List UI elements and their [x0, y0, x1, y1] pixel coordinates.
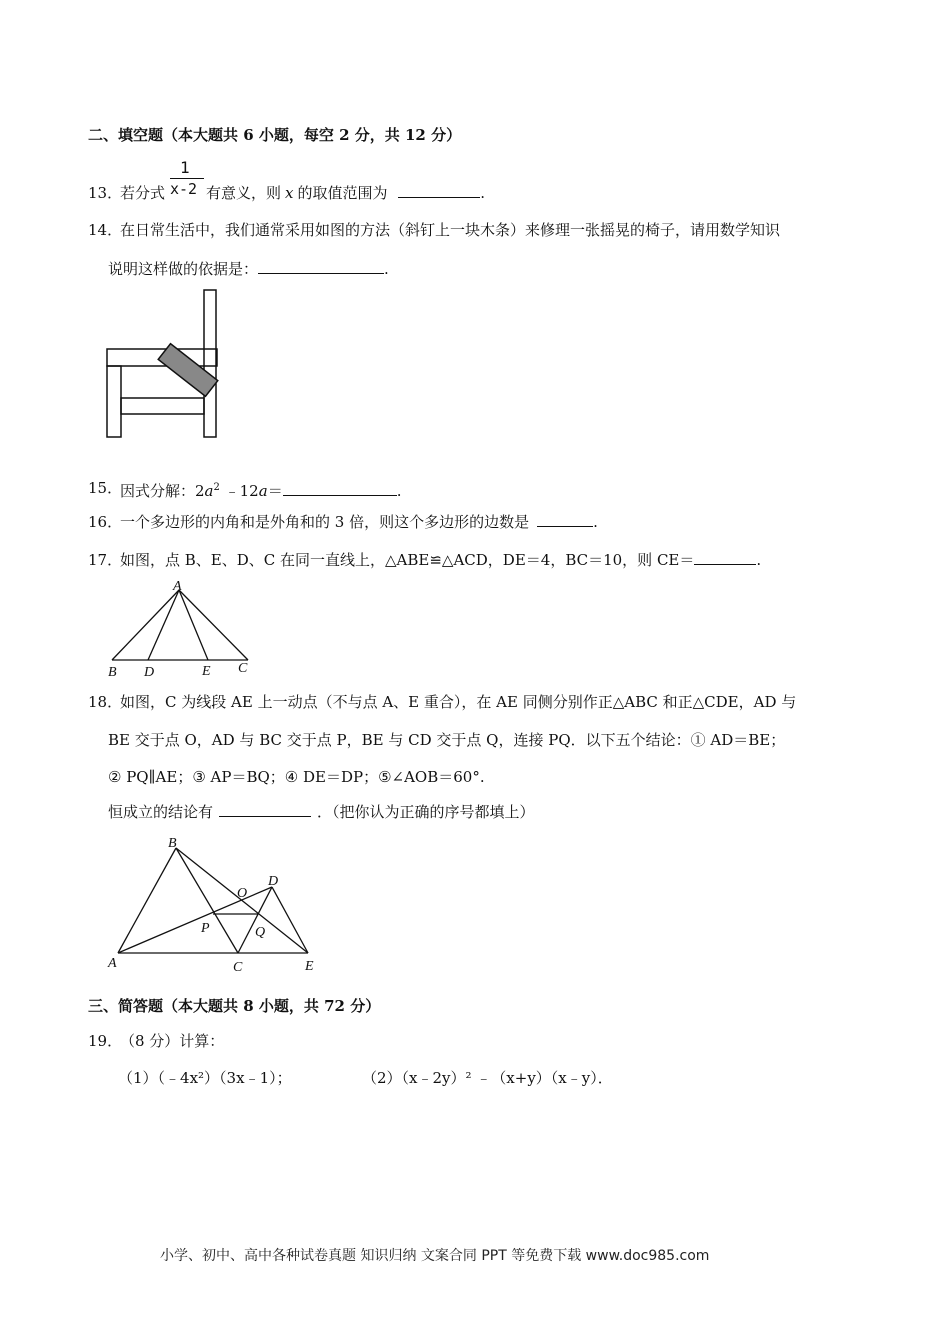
q16-number: 16．	[88, 513, 123, 531]
q16-text: 一个多边形的内角和是外角和的 3 倍，则这个多边形的边数是 .	[120, 513, 598, 531]
page-footer: 小学、初中、高中各种试卷真题 知识归纳 文案合同 PPT 等免费下载 www.doc985.com	[160, 1248, 710, 1264]
q13-pre: 若分式	[120, 184, 166, 202]
label-A: A	[173, 579, 182, 594]
label-D: D	[268, 874, 279, 889]
q13-numerator: 1	[180, 158, 190, 177]
q15-expression: 因式分解：$2a^2$ ﹣12a＝ .	[120, 482, 402, 500]
q18-line3: ② PQ∥AE；③ AP＝BQ；④ DE＝DP；⑤∠AOB＝60°.	[108, 768, 485, 786]
section2-heading: 二、填空题（本大题共 6 小题，每空 2 分，共 12 分）	[88, 126, 462, 144]
q13-text: 有意义，则 x 的取值范围为 .	[206, 184, 486, 202]
q14-line1: 在日常生活中，我们通常采用如图的方法（斜钉上一块木条）来修理一张摇晃的椅子，请用数学知识	[120, 221, 781, 239]
q13-fraction-bar	[170, 178, 204, 179]
q16-answer-blank[interactable]	[537, 512, 593, 527]
q18-line2: BE 交于点 O，AD 与 BC 交于点 P，BE 与 CD 交于点 Q，连接 PQ．以下五个结论：① AD＝BE；	[108, 731, 786, 749]
q13-denominator: x-2	[170, 180, 198, 198]
label-P: P	[201, 921, 210, 936]
q19-part2: （2）（x﹣2y）² ﹣（x+y）（x﹣y）．	[362, 1069, 613, 1087]
label-E: E	[305, 959, 314, 974]
q15-answer-blank[interactable]	[283, 481, 397, 496]
q14-answer-blank[interactable]	[258, 259, 384, 274]
q18-answer-blank[interactable]	[219, 802, 311, 817]
q14-number: 14．	[88, 221, 123, 239]
q13-answer-blank[interactable]	[398, 183, 480, 198]
q19-part1: （1）（﹣4x²）（3x﹣1）；	[118, 1069, 292, 1087]
section3-heading: 三、简答题（本大题共 8 小题，共 72 分）	[88, 997, 381, 1015]
label-C: C	[233, 960, 243, 975]
chair-figure	[100, 286, 230, 441]
label-C: C	[238, 661, 248, 676]
q17-answer-blank[interactable]	[694, 550, 756, 565]
label-Q: Q	[255, 925, 266, 940]
q18-line1: 如图，C 为线段 AE 上一动点（不与点 A、E 重合），在 AE 同侧分别作正△ABC 和正△CDE，AD 与	[120, 693, 797, 711]
q19-text: （8 分）计算：	[120, 1032, 225, 1050]
q15-number: 15．	[88, 479, 123, 497]
q18-number: 18．	[88, 693, 123, 711]
q17-text: 如图，点 B、E、D、C 在同一直线上，△ABE≌△ACD，DE＝4，BC＝10，则 CE＝ .	[120, 551, 762, 569]
label-E: E	[202, 664, 211, 679]
label-D: D	[144, 665, 155, 680]
q17-number: 17．	[88, 551, 123, 569]
diagonal-wood-strip	[158, 344, 218, 397]
q13-number: 13．	[88, 184, 123, 202]
q19-number: 19．	[88, 1032, 123, 1050]
triangle-figure-18	[100, 830, 330, 975]
label-B: B	[168, 836, 177, 851]
label-O: O	[237, 886, 248, 901]
triangle-figure-17	[100, 578, 260, 682]
chair-front-leg	[107, 366, 121, 437]
chair-back-post	[204, 290, 216, 437]
q18-line4: 恒成立的结论有 ．（把你认为正确的序号都填上）	[108, 803, 535, 821]
label-B: B	[108, 665, 117, 680]
label-A: A	[108, 956, 117, 971]
chair-crossbar	[121, 398, 204, 414]
q14-line2: 说明这样做的依据是： .	[108, 260, 389, 278]
